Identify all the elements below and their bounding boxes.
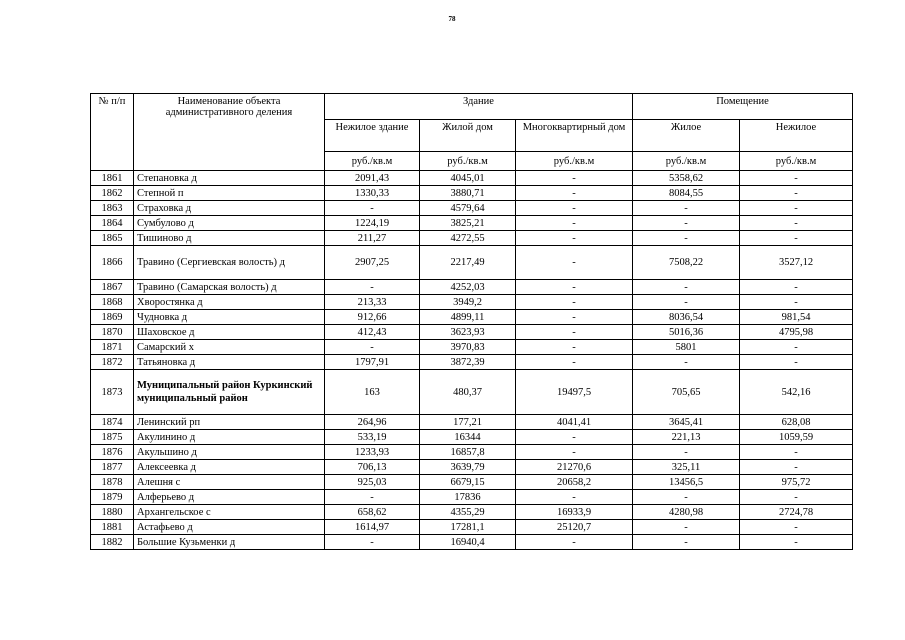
object-name: Алешня с [134,475,325,490]
nonresidential-building-value: - [325,201,420,216]
apartment-building-value: - [516,246,633,280]
object-name: Травино (Самарская волость) д [134,280,325,295]
row-number: 1865 [91,231,134,246]
apartment-building-value: - [516,216,633,231]
apartment-building-value: - [516,340,633,355]
residential-house-value: 4252,03 [420,280,516,295]
nonresidential-premises-value: 975,72 [740,475,853,490]
apartment-building-value: - [516,171,633,186]
cadastral-value-table [90,93,853,550]
object-name: Сумбулово д [134,216,325,231]
nonresidential-building-value: 163 [325,370,420,415]
object-name: Большие Кузьменки д [134,535,325,550]
row-number: 1871 [91,340,134,355]
residential-premises-value: 5801 [633,340,740,355]
apartment-building-value: - [516,490,633,505]
nonresidential-building-value: 1330,33 [325,186,420,201]
table-row [91,535,853,550]
residential-house-value: 16857,8 [420,445,516,460]
object-name: Степановка д [134,171,325,186]
header-building-group: Здание [325,94,633,120]
table-row [91,490,853,505]
residential-house-value: 3949,2 [420,295,516,310]
nonresidential-premises-value: - [740,445,853,460]
nonresidential-premises-value: 2724,78 [740,505,853,520]
table-row [91,231,853,246]
apartment-building-value: - [516,430,633,445]
residential-house-value: 3872,39 [420,355,516,370]
residential-house-value: 17836 [420,490,516,505]
table-body [91,171,853,550]
nonresidential-premises-value: 3527,12 [740,246,853,280]
apartment-building-value: 21270,6 [516,460,633,475]
row-number: 1875 [91,430,134,445]
row-number: 1862 [91,186,134,201]
object-name: Ленинский рп [134,415,325,430]
nonresidential-premises-value: - [740,460,853,475]
residential-premises-value: - [633,535,740,550]
table-row [91,295,853,310]
header-residential-house: Жилой дом [420,120,516,152]
table-header [91,94,853,171]
apartment-building-value: - [516,535,633,550]
object-name: Травино (Сергиевская волость) д [134,246,325,280]
row-number: 1873 [91,370,134,415]
residential-house-value: 16344 [420,430,516,445]
row-number: 1861 [91,171,134,186]
nonresidential-premises-value: 4795,98 [740,325,853,340]
nonresidential-building-value: - [325,280,420,295]
nonresidential-building-value: - [325,535,420,550]
object-name: Алферьево д [134,490,325,505]
nonresidential-premises-value: 628,08 [740,415,853,430]
residential-premises-value: - [633,490,740,505]
header-nonresidential-premises: Нежилое [740,120,853,152]
residential-house-value: 480,37 [420,370,516,415]
table-row [91,520,853,535]
apartment-building-value: - [516,295,633,310]
nonresidential-building-value: 925,03 [325,475,420,490]
object-name: Степной п [134,186,325,201]
object-name: Муниципальный район Куркинский муниципальный район [134,370,325,415]
residential-premises-value: 4280,98 [633,505,740,520]
apartment-building-value: 20658,2 [516,475,633,490]
object-name: Страховка д [134,201,325,216]
nonresidential-premises-value: - [740,520,853,535]
unit-label: руб./кв.м [420,152,516,171]
apartment-building-value: - [516,231,633,246]
apartment-building-value: - [516,445,633,460]
nonresidential-building-value: 2091,43 [325,171,420,186]
object-name: Алексеевка д [134,460,325,475]
residential-premises-value: - [633,445,740,460]
apartment-building-value: 4041,41 [516,415,633,430]
table-row [91,310,853,325]
residential-house-value: 3623,93 [420,325,516,340]
table-row [91,186,853,201]
table-row [91,445,853,460]
nonresidential-building-value: 1224,19 [325,216,420,231]
row-number: 1874 [91,415,134,430]
table-row [91,216,853,231]
row-number: 1868 [91,295,134,310]
nonresidential-building-value: 264,96 [325,415,420,430]
residential-house-value: 4355,29 [420,505,516,520]
nonresidential-building-value: 1233,93 [325,445,420,460]
row-number: 1864 [91,216,134,231]
residential-house-value: 3825,21 [420,216,516,231]
residential-premises-value: 8036,54 [633,310,740,325]
row-number: 1879 [91,490,134,505]
residential-premises-value: 5016,36 [633,325,740,340]
nonresidential-building-value: 213,33 [325,295,420,310]
residential-house-value: 4899,11 [420,310,516,325]
residential-house-value: 4579,64 [420,201,516,216]
row-number: 1863 [91,201,134,216]
residential-premises-value: 13456,5 [633,475,740,490]
residential-premises-value: 221,13 [633,430,740,445]
row-number: 1870 [91,325,134,340]
nonresidential-premises-value: - [740,535,853,550]
apartment-building-value: 16933,9 [516,505,633,520]
apartment-building-value: - [516,310,633,325]
nonresidential-premises-value: - [740,201,853,216]
header-apartment-building: Многоквартирный дом [516,120,633,152]
nonresidential-building-value: 533,19 [325,430,420,445]
residential-premises-value: - [633,280,740,295]
nonresidential-premises-value: 981,54 [740,310,853,325]
residential-premises-value: - [633,231,740,246]
table-row [91,505,853,520]
object-name: Архангельское с [134,505,325,520]
apartment-building-value: 19497,5 [516,370,633,415]
nonresidential-building-value: 211,27 [325,231,420,246]
apartment-building-value: - [516,201,633,216]
residential-house-value: 177,21 [420,415,516,430]
nonresidential-building-value: 412,43 [325,325,420,340]
residential-premises-value: 7508,22 [633,246,740,280]
residential-premises-value: - [633,355,740,370]
residential-premises-value: 5358,62 [633,171,740,186]
residential-house-value: 4045,01 [420,171,516,186]
residential-premises-value: 325,11 [633,460,740,475]
row-number: 1869 [91,310,134,325]
unit-label: руб./кв.м [740,152,853,171]
table-row [91,280,853,295]
residential-house-value: 17281,1 [420,520,516,535]
table-row [91,370,853,415]
nonresidential-building-value: - [325,490,420,505]
residential-premises-value: - [633,295,740,310]
nonresidential-building-value: 1614,97 [325,520,420,535]
nonresidential-building-value: 706,13 [325,460,420,475]
residential-premises-value: 705,65 [633,370,740,415]
object-name: Акулинино д [134,430,325,445]
row-number: 1880 [91,505,134,520]
table-row [91,475,853,490]
residential-house-value: 3970,83 [420,340,516,355]
table-row [91,430,853,445]
unit-label: руб./кв.м [633,152,740,171]
object-name: Акульшино д [134,445,325,460]
row-number: 1867 [91,280,134,295]
residential-premises-value: 3645,41 [633,415,740,430]
row-number: 1882 [91,535,134,550]
table-row [91,171,853,186]
object-name: Тишиново д [134,231,325,246]
row-number: 1878 [91,475,134,490]
nonresidential-premises-value: - [740,340,853,355]
nonresidential-premises-value: - [740,280,853,295]
nonresidential-premises-value: - [740,355,853,370]
object-name: Самарский х [134,340,325,355]
residential-premises-value: - [633,201,740,216]
header-number: № п/п [91,94,134,171]
nonresidential-building-value: 912,66 [325,310,420,325]
nonresidential-premises-value: - [740,216,853,231]
nonresidential-premises-value: - [740,186,853,201]
object-name: Чудновка д [134,310,325,325]
header-residential-premises: Жилое [633,120,740,152]
header-object-name: Наименование объекта административного деления [134,94,325,171]
table-row [91,340,853,355]
nonresidential-premises-value: - [740,171,853,186]
nonresidential-premises-value: - [740,490,853,505]
nonresidential-building-value: 1797,91 [325,355,420,370]
nonresidential-premises-value: 1059,59 [740,430,853,445]
nonresidential-premises-value: - [740,295,853,310]
residential-premises-value: - [633,216,740,231]
residential-house-value: 16940,4 [420,535,516,550]
row-number: 1881 [91,520,134,535]
row-number: 1876 [91,445,134,460]
nonresidential-building-value: - [325,340,420,355]
residential-house-value: 3880,71 [420,186,516,201]
row-number: 1877 [91,460,134,475]
residential-house-value: 3639,79 [420,460,516,475]
header-premises-group: Помещение [633,94,853,120]
table-row [91,415,853,430]
table-row [91,246,853,280]
apartment-building-value: - [516,280,633,295]
residential-house-value: 2217,49 [420,246,516,280]
residential-premises-value: 8084,55 [633,186,740,201]
row-number: 1872 [91,355,134,370]
table-row [91,355,853,370]
nonresidential-premises-value: 542,16 [740,370,853,415]
table-row [91,460,853,475]
residential-house-value: 6679,15 [420,475,516,490]
apartment-building-value: 25120,7 [516,520,633,535]
residential-premises-value: - [633,520,740,535]
nonresidential-premises-value: - [740,231,853,246]
apartment-building-value: - [516,186,633,201]
row-number: 1866 [91,246,134,280]
object-name: Татьяновка д [134,355,325,370]
apartment-building-value: - [516,355,633,370]
table-row [91,201,853,216]
header-nonresidential-building: Нежилое здание [325,120,420,152]
nonresidential-building-value: 2907,25 [325,246,420,280]
apartment-building-value: - [516,325,633,340]
object-name: Шаховское д [134,325,325,340]
page-number: 78 [448,15,456,23]
object-name: Хворостянка д [134,295,325,310]
unit-label: руб./кв.м [516,152,633,171]
residential-house-value: 4272,55 [420,231,516,246]
nonresidential-building-value: 658,62 [325,505,420,520]
unit-label: руб./кв.м [325,152,420,171]
table-row [91,325,853,340]
object-name: Астафьево д [134,520,325,535]
